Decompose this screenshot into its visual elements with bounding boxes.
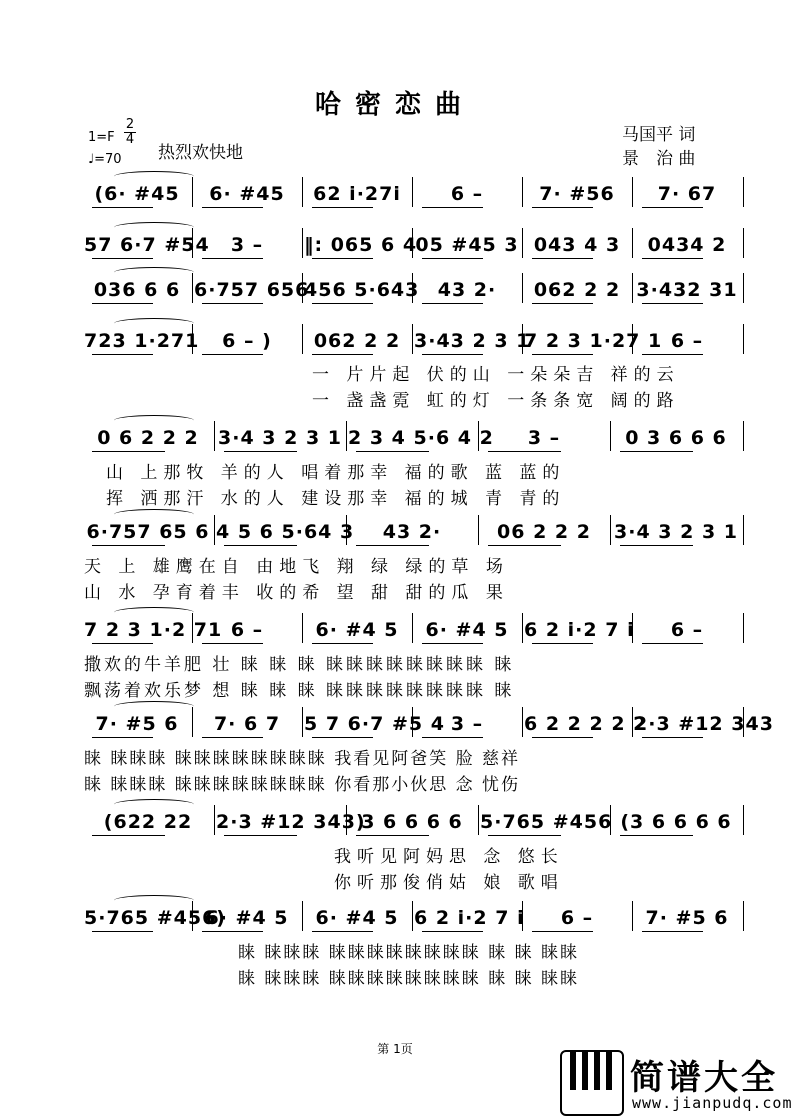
measure: 3 –: [450, 713, 484, 735]
measure: 06 2 2 2: [497, 521, 591, 543]
beam-underline: [312, 258, 373, 259]
measure: 043 4 3: [533, 234, 621, 256]
beam-underline: [92, 303, 153, 304]
beam-underline: [422, 303, 483, 304]
beam-underline: [312, 354, 373, 355]
beam-underline: [532, 303, 593, 304]
time-signature: [124, 118, 136, 147]
measure: 5·765 #456: [480, 811, 613, 833]
beam-underline: [488, 451, 561, 452]
measure: 05 #45 3: [415, 234, 519, 256]
measure: 6·757 65 6: [86, 521, 210, 543]
beam-underline: [422, 354, 483, 355]
key-signature: 1=F: [88, 130, 115, 145]
measure: 43 2·: [382, 521, 442, 543]
beam-underline: [356, 545, 429, 546]
staff-notes: [84, 903, 744, 933]
logo-url-text: www.jianpudq.com: [632, 1094, 793, 1112]
beam-underline: [488, 545, 561, 546]
lyric-line-8a: 睐 睐睐睐 睐睐睐睐睐睐睐睐 我看见阿爸笑 脸 慈祥: [84, 749, 521, 769]
staff-row-9: [84, 803, 744, 843]
piano-icon: [560, 1050, 624, 1116]
measure: 5 7 6·7 #5 4: [304, 713, 445, 735]
beam-underline: [642, 737, 703, 738]
measure: 5·765 #456): [84, 907, 226, 929]
beam-underline: [92, 258, 153, 259]
beam-underline: [532, 207, 593, 208]
beam-underline: [202, 737, 263, 738]
measure: (6· #45: [94, 183, 180, 205]
beam-underline: [422, 258, 483, 259]
lyric-line-4b: 一 盏盏霓 虹的灯 一条条宽 阔的路: [312, 391, 680, 411]
beam-underline: [642, 931, 703, 932]
beam-underline: [642, 303, 703, 304]
measure: 723 1·271: [84, 330, 200, 352]
beam-underline: [312, 207, 373, 208]
lyric-line-10a: 睐 睐睐睐 睐睐睐睐睐睐睐睐 睐 睐 睐睐: [238, 943, 580, 963]
staff-notes: [84, 615, 744, 645]
lyric-line-6a: 天 上 雄鹰在自 由地飞 翔 绿 绿的草 场: [84, 557, 509, 577]
measure: 0434 2: [647, 234, 727, 256]
staff-row-6: [84, 513, 744, 553]
measure: 0 6 2 2 2: [97, 427, 199, 449]
beam-underline: [202, 207, 263, 208]
beam-underline: [202, 258, 263, 259]
measure: 6 2 i·2 7 i: [524, 619, 635, 641]
lyric-line-10b: 睐 睐睐睐 睐睐睐睐睐睐睐睐 睐 睐 睐睐: [238, 969, 580, 989]
measure: 6· #4 5: [315, 619, 399, 641]
beam-underline: [620, 451, 693, 452]
measure: 4 5 6 5·64 3: [216, 521, 355, 543]
lyric-line-4a: 一 片片起 伏的山 一朵朵吉 祥的云: [312, 365, 680, 385]
beam-underline: [620, 835, 693, 836]
beam-underline: [642, 258, 703, 259]
beam-underline: [532, 737, 593, 738]
staff-notes: [84, 423, 744, 453]
lyric-line-6b: 山 水 孕育着丰 收的希 望 甜 甜的瓜 果: [84, 583, 509, 603]
measure: 7· #5 6: [95, 713, 179, 735]
beam-underline: [92, 931, 153, 932]
site-logo: [560, 1050, 793, 1119]
lyric-line-5b: 挥 洒那汗 水的人 建设那幸 福的城 青 青的: [106, 489, 566, 509]
measure: 6 2 i·2 7 i: [414, 907, 525, 929]
beam-underline: [92, 737, 153, 738]
measure: (622 22: [103, 811, 193, 833]
lyric-line-7b: 飘荡着欢乐梦 想 睐 睐 睐 睐睐睐睐睐睐睐睐 睐: [84, 681, 515, 701]
measure: 3·4 3 2 3 1: [614, 521, 738, 543]
measure: 3·43 2 3 1: [414, 330, 531, 352]
beam-underline: [92, 354, 153, 355]
measure: 456 5·643: [304, 279, 420, 301]
measure: 2 3 4 5·6 4 2: [348, 427, 494, 449]
staff-row-10: [84, 899, 744, 939]
measure: 036 6 6: [93, 279, 181, 301]
measure: 43 2·: [437, 279, 497, 301]
beam-underline: [92, 545, 165, 546]
beam-underline: [532, 931, 593, 932]
measure: 062 2 2: [533, 279, 621, 301]
tempo-marking: ♩=70: [88, 152, 122, 167]
beam-underline: [422, 737, 483, 738]
lyric-line-7a: 撒欢的牛羊肥 壮 睐 睐 睐 睐睐睐睐睐睐睐睐 睐: [84, 655, 515, 675]
beam-underline: [532, 354, 593, 355]
beam-underline: [642, 207, 703, 208]
beam-underline: [312, 643, 373, 644]
measure: 6 2 2 2 2 2: [524, 713, 648, 735]
measure: 6 – ): [222, 330, 272, 352]
measure: 3·4 3 2 3 1: [218, 427, 342, 449]
beam-underline: [202, 354, 263, 355]
staff-notes: [84, 179, 744, 209]
beam-underline: [422, 931, 483, 932]
measure: 7· 67: [657, 183, 717, 205]
beam-underline: [224, 451, 297, 452]
beam-underline: [620, 545, 693, 546]
measure: 3 6 6 6 6: [361, 811, 463, 833]
beam-underline: [224, 835, 297, 836]
staff-notes: [84, 326, 744, 356]
measure: 6· #4 5: [425, 619, 509, 641]
staff-row-2: [84, 226, 744, 266]
measure: 7· #5 6: [645, 907, 729, 929]
beam-underline: [312, 931, 373, 932]
staff-row-4: [84, 322, 744, 362]
staff-notes: [84, 807, 744, 837]
beam-underline: [356, 835, 429, 836]
measure: 57 6·7 #54: [84, 234, 210, 256]
beam-underline: [202, 931, 263, 932]
measure: 7 2 3 1·2 71: [84, 619, 223, 641]
beam-underline: [202, 303, 263, 304]
song-title: 哈密恋曲: [314, 90, 475, 120]
staff-notes: [84, 517, 744, 547]
beam-underline: [642, 643, 703, 644]
measure: (3 6 6 6 6: [620, 811, 732, 833]
measure: 6·757 656: [194, 279, 310, 301]
beam-underline: [312, 303, 373, 304]
beam-underline: [488, 835, 561, 836]
beam-underline: [202, 643, 263, 644]
beam-underline: [224, 545, 297, 546]
time-sig-top: 2: [125, 117, 135, 132]
beam-underline: [92, 835, 165, 836]
measure: 62 i·27i: [313, 183, 401, 205]
measure: 6 –: [450, 183, 484, 205]
beam-underline: [422, 207, 483, 208]
beam-underline: [532, 643, 593, 644]
page-number: 第 1页: [377, 1042, 413, 1056]
staff-notes: [84, 230, 744, 260]
measure: 2·3 #12 343: [634, 713, 774, 735]
lyricist-credit: 马国平 词: [622, 125, 696, 145]
staff-row-1: [84, 175, 744, 215]
beam-underline: [312, 737, 373, 738]
staff-row-8: [84, 705, 774, 745]
measure: 062 2 2: [313, 330, 401, 352]
measure: 6· #45: [209, 183, 285, 205]
lyric-line-9b: 你听那俊俏姑 娘 歌唱: [334, 873, 564, 893]
measure: 6 –: [560, 907, 594, 929]
staff-notes: [84, 275, 744, 305]
lyric-line-5a: 山 上那牧 羊的人 唱着那幸 福的歌 蓝 蓝的: [106, 463, 566, 483]
beam-underline: [92, 207, 153, 208]
staff-row-7: [84, 611, 744, 651]
time-sig-bottom: 4: [125, 132, 135, 147]
staff-row-3: [84, 271, 744, 311]
beam-underline: [532, 258, 593, 259]
lyric-line-9a: 我听见阿妈思 念 悠长: [334, 847, 564, 867]
staff-row-5: [84, 419, 744, 459]
beam-underline: [642, 354, 703, 355]
measure: 6 –: [670, 619, 704, 641]
staff-notes: [84, 709, 774, 739]
beam-underline: [422, 643, 483, 644]
measure: 6 –: [670, 330, 704, 352]
measure: 6· #4 5: [205, 907, 289, 929]
measure: 3 –: [230, 234, 264, 256]
measure: ‖: 065 6 4: [304, 234, 418, 256]
lyric-line-8b: 睐 睐睐睐 睐睐睐睐睐睐睐睐 你看那小伙思 念 忧伤: [84, 775, 521, 795]
measure: 2·3 #12 343): [216, 811, 366, 833]
measure: 7· 6 7: [213, 713, 281, 735]
measure: 6· #4 5: [315, 907, 399, 929]
measure: 0 3 6 6 6: [625, 427, 727, 449]
composer-credit: 景 治 曲: [622, 149, 696, 169]
logo-brand-text: 简谱大全: [630, 1058, 778, 1098]
measure: 3·432 31: [636, 279, 738, 301]
measure: 7· #56: [539, 183, 615, 205]
measure: 6 –: [230, 619, 264, 641]
measure: 3 –: [527, 427, 561, 449]
beam-underline: [92, 643, 153, 644]
beam-underline: [356, 451, 429, 452]
measure: 7 2 3 1·27 1: [524, 330, 663, 352]
expression-marking: 热烈欢快地: [158, 143, 243, 163]
beam-underline: [92, 451, 165, 452]
